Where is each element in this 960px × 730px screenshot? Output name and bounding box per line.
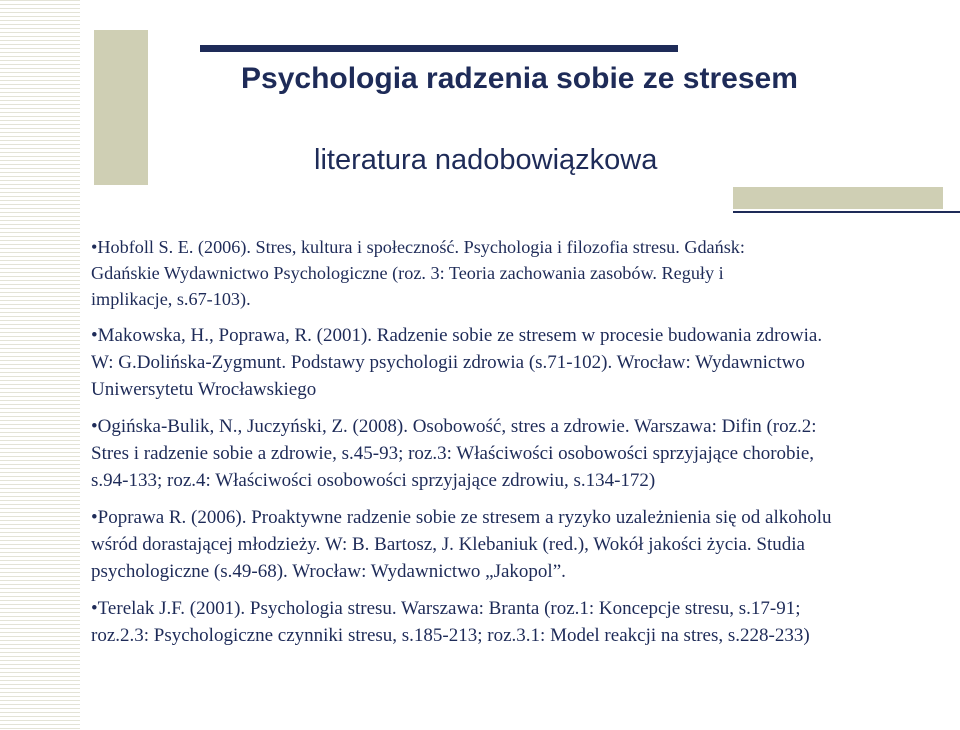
- bullet-icon: •: [91, 325, 98, 346]
- reference-item: [91, 504, 951, 585]
- reference-item: [91, 595, 951, 649]
- reference-text: Ogińska-Bulik, N., Juczyński, Z. (2008). Osobowość, stres a zdrowie. Warszawa: Difin (roz.2:: [97, 416, 817, 437]
- reference-text: Hobfoll S. E. (2006). Stres, kultura i społeczność. Psychologia i filozofia stresu. Gdańsk:: [97, 237, 745, 257]
- bullet-icon: •: [91, 416, 98, 437]
- decorative-right-line: [733, 211, 960, 213]
- reference-list: [91, 234, 951, 659]
- reference-line: Uniwersytetu Wrocławskiego: [91, 379, 317, 400]
- decorative-stripes: [0, 0, 80, 730]
- reference-text: Terelak J.F. (2001). Psychologia stresu. Warszawa: Branta (roz.1: Koncepcje stresu, s.17-91;: [97, 598, 801, 619]
- reference-line: [91, 595, 951, 622]
- reference-item: [91, 234, 951, 312]
- reference-line: [91, 322, 951, 349]
- reference-line: wśród dorastającej młodzieży. W: B. Bartosz, J. Klebaniuk (red.), Wokół jakości życia. Studia: [91, 534, 805, 555]
- reference-item: [91, 413, 951, 494]
- reference-line: Gdańskie Wydawnictwo Psychologiczne (roz. 3: Teoria zachowania zasobów. Reguły i: [91, 263, 724, 283]
- reference-line: [91, 504, 951, 531]
- reference-text: Makowska, H., Poprawa, R. (2001). Radzenie sobie ze stresem w procesie budowania zdrowia.: [97, 325, 823, 346]
- bullet-icon: •: [91, 507, 98, 528]
- reference-line: psychologiczne (s.49-68). Wrocław: Wydawnictwo „Jakopol”.: [91, 561, 566, 582]
- reference-line: [91, 413, 951, 440]
- reference-line: W: G.Dolińska-Zygmunt. Podstawy psychologii zdrowia (s.71-102). Wrocław: Wydawnictwo: [91, 352, 805, 373]
- reference-item: [91, 322, 951, 403]
- reference-line: Stres i radzenie sobie a zdrowie, s.45-93; roz.3: Właściwości osobowości sprzyjające chorobie,: [91, 443, 815, 464]
- slide-title: Psychologia radzenia sobie ze stresem: [241, 62, 798, 95]
- decorative-right-block: [733, 187, 943, 209]
- reference-line: roz.2.3: Psychologiczne czynniki stresu, s.185-213; roz.3.1: Model reakcji na stres, s.228-233): [91, 625, 810, 646]
- bullet-icon: •: [91, 237, 98, 257]
- slide-subtitle: literatura nadobowiązkowa: [314, 144, 658, 176]
- decorative-khaki-block: [94, 30, 148, 185]
- title-accent-bar: [200, 45, 678, 52]
- reference-line: implikacje, s.67-103).: [91, 289, 251, 309]
- reference-line: s.94-133; roz.4: Właściwości osobowości sprzyjające zdrowiu, s.134-172): [91, 470, 656, 491]
- reference-line: [91, 234, 951, 260]
- reference-text: Poprawa R. (2006). Proaktywne radzenie sobie ze stresem a ryzyko uzależnienia się od alkoholu: [97, 507, 832, 528]
- bullet-icon: •: [91, 598, 98, 619]
